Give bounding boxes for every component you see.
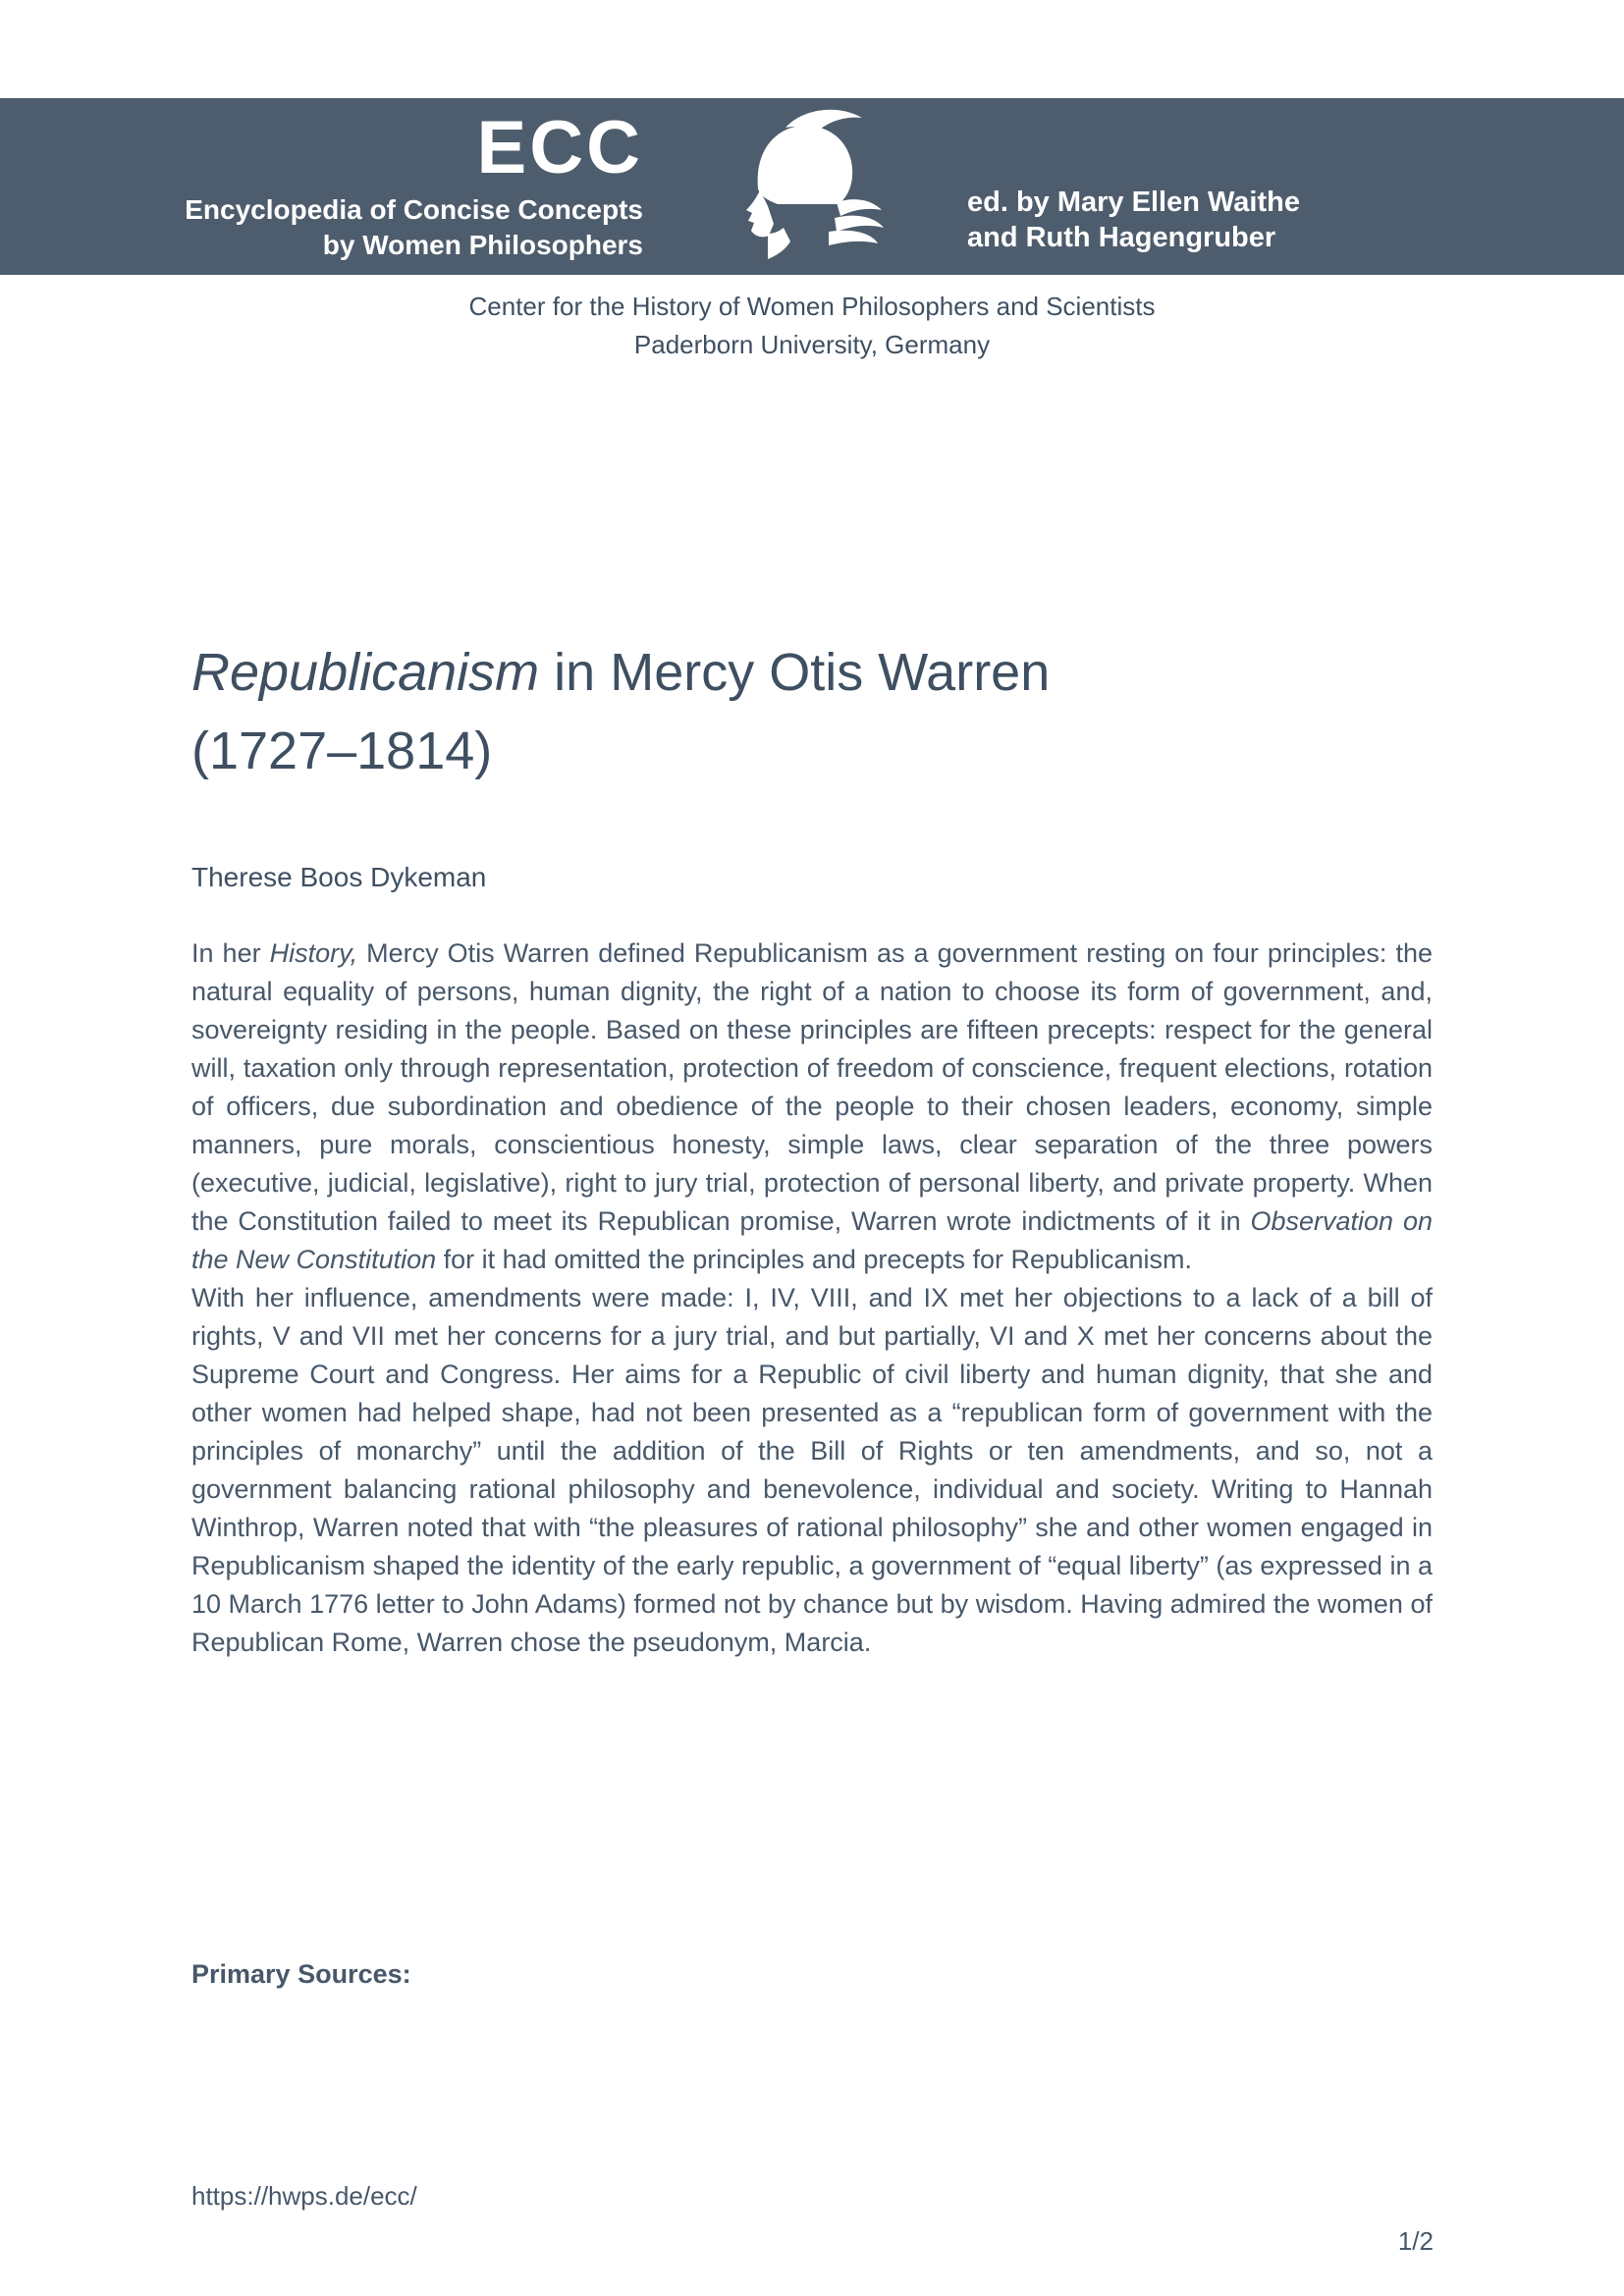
primary-sources-heading: Primary Sources:	[191, 1959, 411, 1989]
paragraph-1	[191, 934, 1433, 1279]
p1-seg3: Mercy Otis Warren defined Republicanism as a government resting on four principles: the natural equality of persons, human dignity, the right of a nation to choose its form of government, and, sovereignty residing in the people. Based on these principles are fifteen precepts: respect for the general will, taxation only through representation, protection of freedom of conscience, frequent elections, rotation of officers, due subordination and obedience of the people to their chosen leaders, economy, simple manners, pure morals, conscientious honesty, simple laws, clear separation of the three powers (executive, judicial, legislative), right to jury trial, protection of personal liberty, and private property. When the Constitution failed to meet its Republican promise, Warren wrote indictments of it in	[191, 938, 1433, 1236]
paragraph-2: With her influence, amendments were made: I, IV, VIII, and IX met her objections to a lack of a bill of rights, V and VII met her concerns for a jury trial, and but partially, VI and X met her concerns about the Supreme Court and Congress. Her aims for a Republic of civil liberty and human dignity, that she and other women had helped shape, had not been presented as a “republican form of government with the principles of monarchy” until the addition of the Bill of Rights or ten amendments, and so, not a government balancing rational philosophy and benevolence, individual and society. Writing to Hannah Winthrop, Warren noted that with “the pleasures of rational philosophy” she and other women engaged in Republicanism shaped the identity of the early republic, a government of “equal liberty” (as expressed in a 10 March 1776 letter to John Adams) formed not by chance but by wisdom. Having admired the women of Republican Rome, Warren chose the pseudonym, Marcia.	[191, 1283, 1433, 1657]
title-line2: (1727–1814)	[191, 721, 493, 780]
affiliation-line1: Center for the History of Women Philosophers and Scientists	[468, 292, 1156, 321]
article-body	[191, 934, 1433, 1662]
header-subtitle-line1: Encyclopedia of Concise Concepts	[185, 194, 643, 225]
header-editors-block	[967, 185, 1300, 255]
athena-logo-icon	[709, 104, 886, 271]
author-name: Therese Boos Dykeman	[191, 862, 487, 892]
p1-seg5: for it had omitted the principles and precepts for Republicanism.	[436, 1245, 1193, 1274]
ecc-logo-text: ECC	[476, 106, 643, 189]
affiliation-line2: Paderborn University, Germany	[633, 330, 991, 359]
page-number: 1/2	[1397, 2226, 1434, 2256]
header-left-block	[185, 106, 643, 263]
p1-seg4-italic: Observation on the New Constitution	[191, 1206, 1433, 1274]
p1-seg2-italic: History,	[269, 938, 358, 968]
page-title	[191, 633, 1448, 790]
footer-link[interactable]: https://hwps.de/ecc/	[191, 2181, 417, 2211]
title-rest-part: in Mercy Otis Warren	[539, 643, 1051, 702]
header-subtitle-line2: by Women Philosophers	[322, 230, 643, 260]
affiliation-block	[191, 288, 1433, 364]
p1-seg1: In her	[191, 938, 270, 968]
editors-line1: ed. by Mary Ellen Waithe	[967, 187, 1300, 218]
header-band	[0, 98, 1624, 275]
title-italic-part: Republicanism	[191, 643, 540, 702]
editors-line2: and Ruth Hagengruber	[967, 222, 1276, 253]
